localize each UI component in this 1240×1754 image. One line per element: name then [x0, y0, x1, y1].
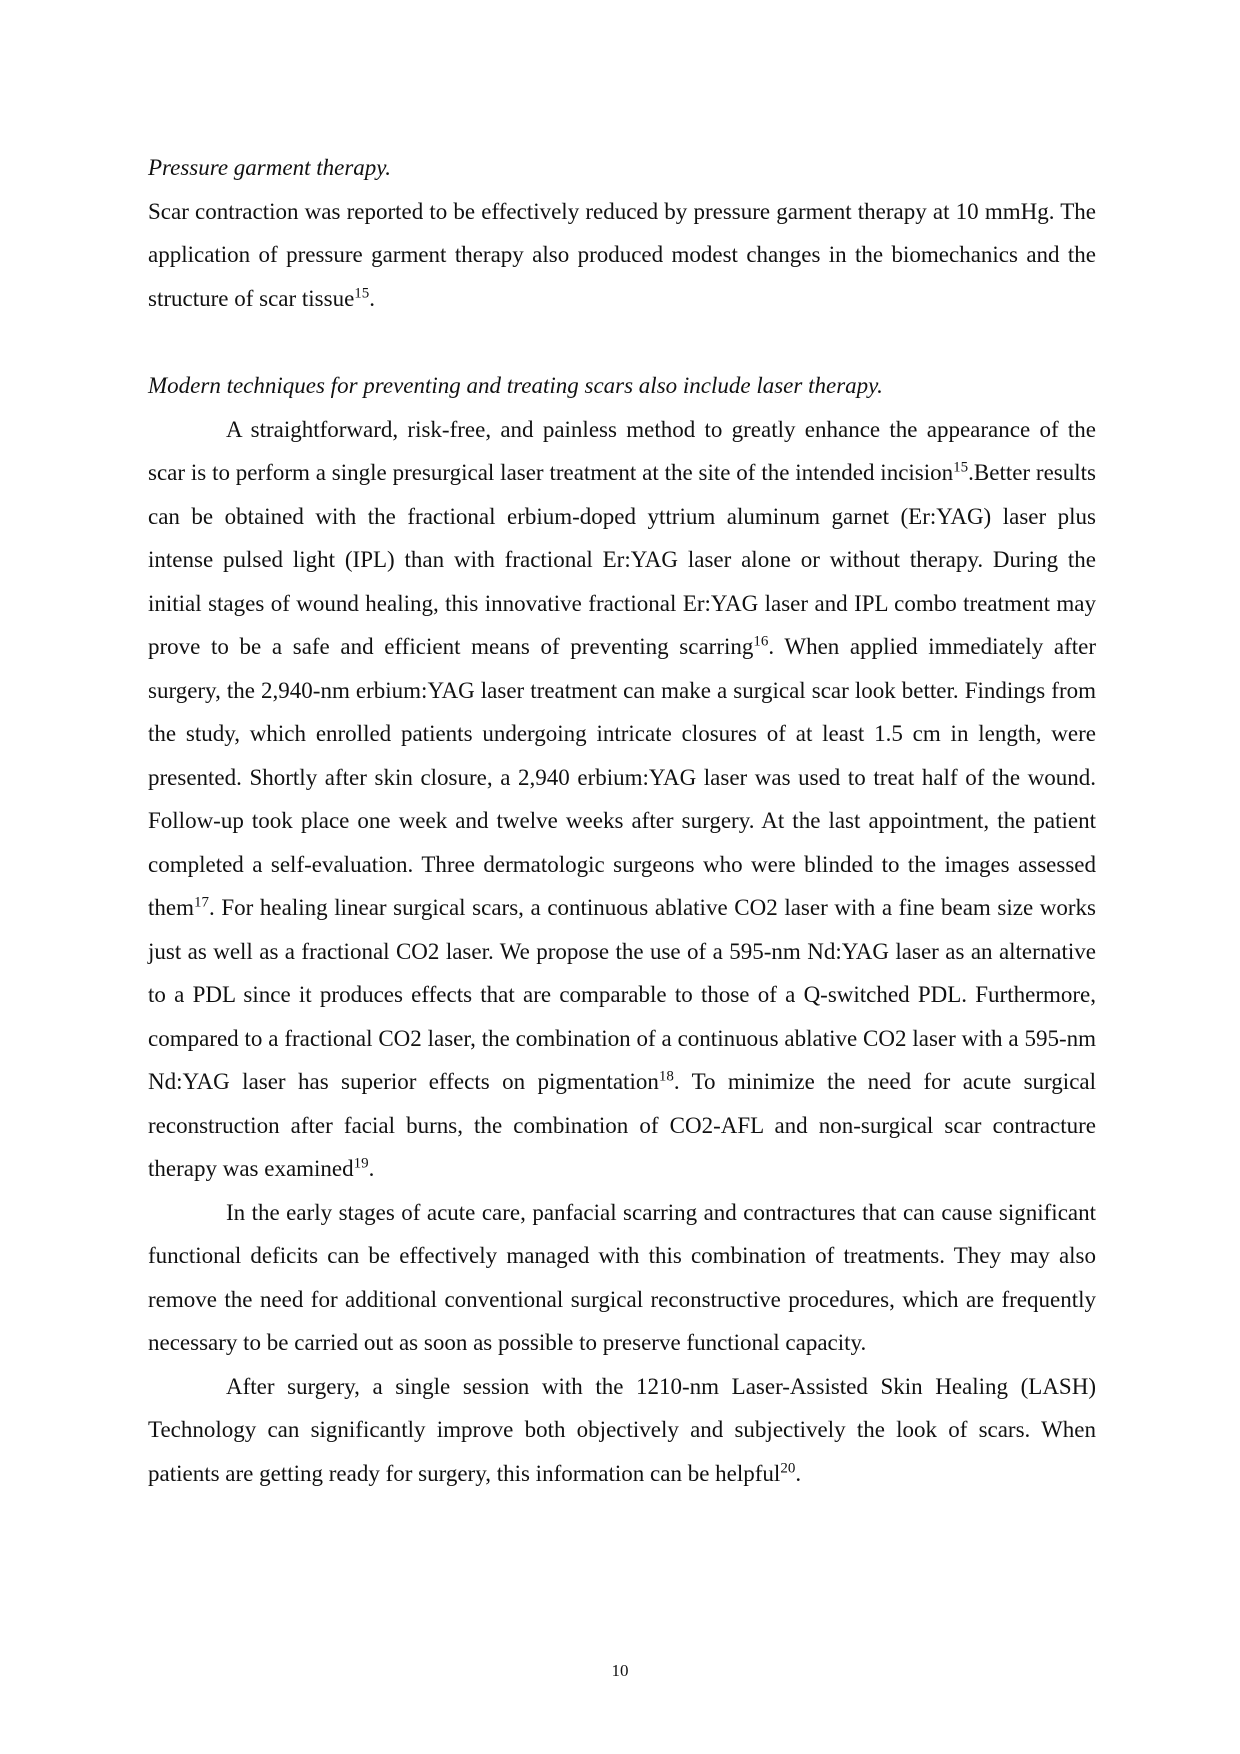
paragraph-text: .: [369, 285, 376, 311]
citation-ref: 16: [753, 633, 769, 650]
paragraph-laser-therapy: [148, 408, 1096, 1191]
paragraph-text: After surgery, a single session with the 1210-nm Laser-Assisted Skin Healing (LASH) Technology can significantly improve both objectively and subjectively the look of scars. When patients are getting ready for surgery, this information can be helpful: [148, 1373, 1096, 1486]
page-number: 10: [611, 1661, 629, 1680]
paragraph-acute-care: In the early stages of acute care, panfacial scarring and contractures that can cause significant functional deficits can be effectively managed with this combination of treatments. They may also remove the need for additional conventional surgical reconstructive procedures, which are frequently necessary to be carried out as soon as possible to preserve functional capacity.: [148, 1199, 1096, 1355]
paragraph-text: . When applied immediately after surgery, the 2,940-nm erbium:YAG laser treatment can make a surgical scar look better. Findings from the study, which enrolled patients undergoing intricate closures of at least 1.5 cm in length, were presented. Shortly after skin closure, a 2,940 erbium:YAG laser was used to treat half of the wound. Follow-up took place one week and twelve weeks after surgery. At the last appointment, the patient completed a self-evaluation. Three dermatologic surgeons who were blinded to the images assessed them: [148, 634, 1096, 920]
paragraph-text: . To minimize the need for acute surgical reconstruction after facial burns, the combination of CO2-AFL and non-surgical scar contracture therapy was examined: [148, 1069, 1096, 1181]
section-heading-pressure-garment: Pressure garment therapy.: [148, 155, 391, 180]
paragraph-lash-technology: [148, 1365, 1096, 1496]
citation-ref: 15: [953, 459, 969, 476]
paragraph-text: .Better results can be obtained with the fractional erbium-doped yttrium aluminum garnet (Er:YAG) laser plus intense pulsed light (IPL) than with fractional Er:YAG laser alone or without therapy. During the initial stages of wound healing, this innovative fractional Er:YAG laser and IPL combo treatment may prove to be a safe and efficient means of preventing scarring: [148, 460, 1096, 659]
paragraph-text: . For healing linear surgical scars, a continuous ablative CO2 laser with a fine beam size works just as well as a fractional CO2 laser. We propose the use of a 595-nm Nd:YAG laser as an alternative to a PDL since it produces effects that are comparable to those of a Q-switched PDL. Furthermore, compared to a fractional CO2 laser, the combination of a continuous ablative CO2 laser with a 595-nm Nd:YAG laser has superior effects on pigmentation: [148, 895, 1096, 1094]
citation-ref: 20: [780, 1459, 796, 1476]
citation-ref: 15: [354, 284, 370, 301]
section-heading-laser-therapy: Modern techniques for preventing and treating scars also include laser therapy.: [148, 373, 883, 398]
paragraph-text: A straightforward, risk-free, and painless method to greatly enhance the appearance of the scar is to perform a single presurgical laser treatment at the site of the intended incision: [148, 416, 1096, 485]
citation-ref: 19: [353, 1155, 369, 1172]
paragraph-text: .: [795, 1460, 802, 1486]
paragraph-text: Scar contraction was reported to be effectively reduced by pressure garment therapy at 10 mmHg. The application of pressure garment therapy also produced modest changes in the biomechanics and the structure of scar tissue: [148, 198, 1096, 311]
citation-ref: 17: [194, 894, 209, 911]
paragraph-pressure-garment: [148, 190, 1096, 321]
section-spacer: [148, 320, 1096, 364]
page-body: [148, 146, 1096, 1495]
paragraph-text: .: [368, 1156, 375, 1181]
citation-ref: 18: [658, 1068, 674, 1085]
